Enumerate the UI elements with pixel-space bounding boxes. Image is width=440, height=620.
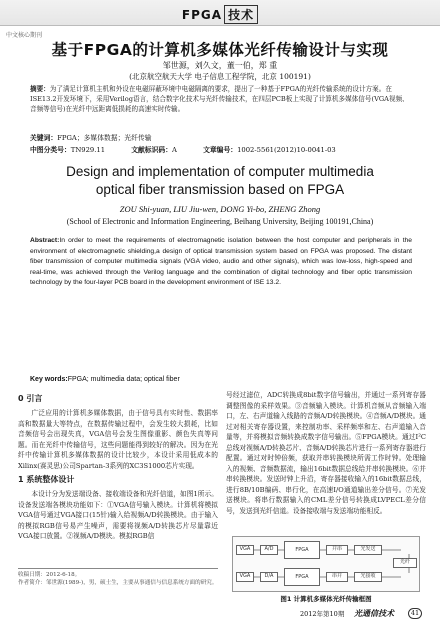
keywords-cn (30, 132, 152, 142)
fig-block-da: D/A (260, 572, 278, 582)
fig-block-deserializer: 串并 (326, 572, 348, 582)
fig-block-optical-tx: 光发送 (354, 545, 382, 555)
doc-label: 文献标识码： (131, 146, 172, 154)
fig-block-vga-out: VGA (236, 572, 254, 582)
keywords-cn-text: FPGA；多媒体数据；光纤传输 (57, 134, 152, 142)
affiliation-en: (School of Electronic and Information Engineering, Beihang University, Beijing 100191,China) (66, 217, 374, 226)
right-column-text: 号经过滤位，ADC转换成8bit数字信号输出，并通过一系列寄存器调整图像的采样效果。③音频输入模块。计算机音频从音频输入端口，左、右声道输入线路的音频A/D转换模块。④音频A/D模块。通过对相关寄存器设置，来控制功率、采样频率和左、右声道输入音量等，并将模拟音频转换成数字信号输出。⑤FPGA模块。通过I²C总线对视频A/D转换芯片、音频A/D转换芯片进行一系列寄存器进行配置。通过对时钟倍频，获取并串转换模块所需工作时钟。处理输入的视频、音频数据流，输出16bit数据总线给并串转换模块。⑥并串转换模块。发送时钟上升沿，寄存器接收输入的16bit数据总线，进行8B/10B编码、串行化，在高速I/O通道输出差分信号。⑦光发送模块。将串行数据输入的CML差分信号转换成LVPECL差分信号，发送到光纤信道。设备接收端与发送端功能相反。 (226, 391, 426, 515)
doc-code (131, 146, 189, 154)
journal-accent: 技术 (224, 5, 258, 24)
clc-value: TN929.11 (70, 146, 106, 154)
figure-1-caption: 图1 计算机多媒体光纤传输框图 (280, 595, 372, 603)
article-value: 1002-5561(2012)10-0041-03 (237, 146, 336, 154)
footnote (18, 568, 218, 587)
article-number (203, 146, 348, 154)
issue-label: 2012年第10期 (300, 610, 345, 618)
abstract-cn-text: 为了满足计算机主机和外设在电磁屏蔽环境中电磁隔离的要求，提出了一种基于FPGA的光纤传输系统的设计方案。在ISE13.2开发环境下，采用Verilog语言，结合数字化技术与光纤传输技术，在四层PCB板上实现了计算机多媒体信号(VGA视频、音频等信号)在光纤中远距离低损耗的高速实时传输。 (30, 85, 409, 113)
paper-title-cn: 基于FPGA的计算机多媒体光纤传输设计与实现 (51, 41, 389, 59)
body-column-left (18, 390, 218, 566)
fig-block-fpga-tx: FPGA (284, 541, 320, 559)
fig-block-vga-in: VGA (236, 545, 254, 555)
section-1-text: 本设计分为发送端设备、接收端设备和光纤信道，如图1所示。设备发送端各模块功能如下：①VGA信号输入模块。计算机将模拟VGA信号通过VGA接口(15针)输入给视频A/D转换模块。由于输入的模拟RGB信号易产生噪声，需要将视频A/D转换芯片尽量靠近VGA接口放置。②视频A/D模块。模拟RGB信 (18, 490, 218, 540)
core-journal-tag: 中文核心期刊 (6, 32, 43, 39)
section-1-title: 1 系统整体设计 (18, 475, 75, 484)
keywords-cn-label: 关键词： (30, 134, 58, 142)
journal-header (0, 5, 440, 24)
fig-block-fiber: 光纤 (393, 558, 417, 568)
fig-block-ad: A/D (260, 545, 278, 555)
keywords-en-label: Key words: (30, 376, 68, 383)
affiliation-cn: (北京航空航天大学 电子信息工程学院，北京 100191) (129, 72, 311, 81)
abstract-en (30, 236, 412, 376)
fig-block-optical-rx: 光接收 (354, 572, 382, 582)
clc-number (30, 146, 117, 154)
abstract-cn-label: 摘要： (30, 85, 50, 93)
journal-name: FPGA (181, 8, 223, 22)
abstract-en-label: Abstract: (30, 237, 60, 244)
section-0-text: 广泛应用的计算机多媒体数据，由于信号具有实时性、数据率高和数据量大等特点，在数据传输过程中，会发生较大损耗，比如音频信号会出现失真，VGA信号会发生图像重影、颜色失真等问题。而在光纤中传输信号，这些问题能得到较好的解决。因为在光纤中传输计算机多媒体数据的设计比较少，本设计采用低成本的Xilinx(赛灵思)公司Spartan-3系列的XC3S1000芯片实现。 (18, 409, 218, 470)
keywords-en-text: FPGA; multimedia data; optical fiber (67, 376, 180, 383)
section-0-title: 0 引言 (18, 394, 43, 403)
abstract-en-text: In order to meet the requirements of electromagnetic isolation between the host computer and peripherals in the environment of electromagnetic shielding,a design of optical transmission system based on FPGA was proposed. The distant fiber transmission of computer multimedia signals (VGA video, audio and other signals), which was low-loss, high-speed and real-time, was achieved through the Verilog language and the combination of digital technology and fiber optic transmission technology by the four-layer PCB board in the development environment of ISE 13.2. (30, 237, 412, 287)
fig-block-fpga-rx: FPGA (284, 568, 320, 586)
keywords-en (30, 376, 410, 383)
page-footer (0, 608, 440, 620)
fig-block-serializer: 并串 (326, 545, 348, 555)
article-meta (30, 144, 410, 154)
journal-brand: 光通信技术 (354, 608, 394, 618)
paper-title-en-line1: Design and implementation of computer multimedia (66, 164, 374, 179)
page-number: 41 (408, 608, 422, 619)
footnote-author: 作者简介：邹世源(1989-)，男，硕士生，主要从事通信与信息系统方面的研究。 (18, 580, 218, 586)
authors-cn: 邹世源，刘久文，董一伯，郑 重 (162, 61, 278, 70)
paper-title-en-line2: optical fiber transmission based on FPGA (95, 182, 345, 197)
authors-en: ZOU Shi-yuan, LIU Jiu-wen, DONG Yi-bo, ZHENG Zhong (119, 204, 321, 214)
article-label: 文章编号： (203, 146, 238, 154)
clc-label: 中图分类号： (30, 146, 71, 154)
figure-1-block-diagram (232, 536, 420, 592)
body-column-right (226, 390, 426, 534)
abstract-cn (30, 84, 410, 130)
footnote-received: 收稿日期：2012-6-18。 (18, 572, 81, 578)
doc-value: A (172, 146, 177, 154)
